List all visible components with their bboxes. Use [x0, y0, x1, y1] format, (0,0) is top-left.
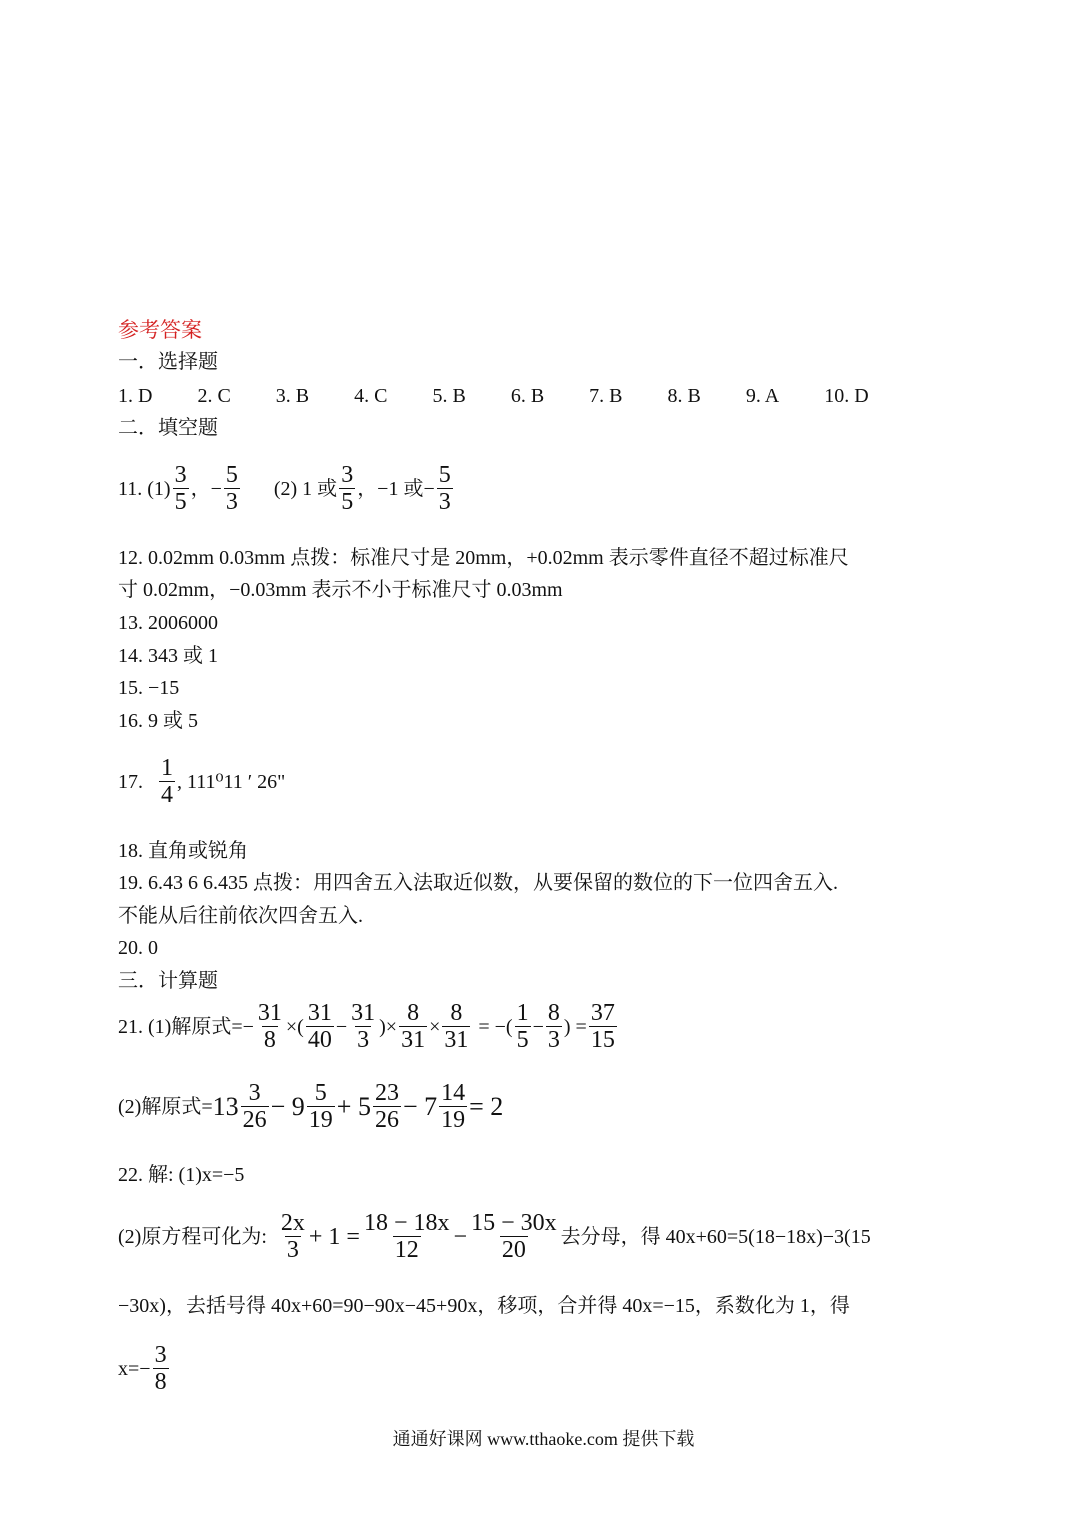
q21a-op4: × — [429, 1015, 441, 1038]
choice-answers — [118, 386, 869, 406]
q11 — [118, 462, 455, 516]
q21-part1 — [118, 1000, 619, 1054]
q21b-whole2: − 9 — [270, 1091, 305, 1121]
q22-part4 — [118, 1342, 171, 1396]
answer-3: 3. B — [275, 385, 310, 407]
q21b-label: (2)解原式= — [118, 1095, 213, 1118]
answer-1: 1. D — [118, 385, 153, 407]
q21a-op5: = −( — [478, 1015, 513, 1038]
q11-frac2: $\frac{5}{3}$ — [225, 462, 238, 516]
q22b-op2: − — [453, 1223, 468, 1250]
answer-2: 2. C — [197, 385, 231, 407]
q11-sep2: ，−1 或− — [357, 477, 435, 500]
q17 — [118, 755, 285, 809]
answer-9: 9. A — [745, 385, 780, 407]
q21b-whole1: 13 — [212, 1091, 239, 1121]
q11-label: 11. (1) — [118, 477, 171, 500]
q22b-label: (2)原方程可化为: — [118, 1225, 267, 1248]
q21a-frac-a: $\frac{31}{8}$ — [257, 1000, 282, 1054]
q11-sep1: ，− — [190, 477, 222, 500]
answer-5: 5. B — [432, 385, 466, 407]
q15: 15. −15 — [118, 677, 180, 699]
q21-part2 — [118, 1080, 503, 1134]
q21a-op7: ) = — [563, 1015, 587, 1038]
q21a-label: 21. (1)解原式=− — [118, 1015, 254, 1038]
q21b-frac-a: $\frac{3}{26}$ — [242, 1080, 267, 1134]
section-choice: 一．选择题 — [118, 351, 218, 373]
q21b-whole4: − 7 — [402, 1091, 438, 1121]
answer-title: 参考答案 — [118, 318, 202, 342]
answer-10: 10. D — [824, 385, 869, 407]
q14: 14. 343 或 1 — [118, 645, 218, 667]
q22-part1: 22. 解: (1)x=−5 — [118, 1164, 245, 1186]
q11-frac3: $\frac{3}{5}$ — [341, 462, 354, 516]
q21a-op6: − — [532, 1015, 544, 1038]
q21a-frac-e: $\frac{8}{31}$ — [444, 1000, 469, 1054]
q16: 16. 9 或 5 — [118, 710, 198, 732]
q21a-op2: − — [335, 1015, 348, 1038]
answer-6: 6. B — [510, 385, 545, 407]
q17-frac: $\frac{1}{4}$ — [161, 755, 173, 809]
q21a-frac-h: $\frac{37}{15}$ — [590, 1000, 615, 1054]
q21a-op3: )× — [379, 1015, 398, 1038]
q17-rest: , 111⁰11 ′ 26" — [177, 770, 286, 793]
q21a-frac-g: $\frac{8}{3}$ — [547, 1000, 560, 1054]
q22-part2 — [118, 1210, 871, 1264]
q21b-frac-d: $\frac{14}{19}$ — [441, 1080, 466, 1134]
q13: 13. 2006000 — [118, 612, 218, 634]
q21a-frac-d: $\frac{8}{31}$ — [401, 1000, 426, 1054]
q11-part2: (2) 1 或 — [273, 477, 338, 500]
q22-part3: −30x)，去括号得 40x+60=90−90x−45+90x，移项，合并得 40x=−15，系数化为 1，得 — [118, 1295, 850, 1317]
q19-line2: 不能从后往前依次四舍五入. — [118, 905, 363, 927]
q17-label: 17. — [118, 770, 143, 793]
q22b-frac-a: $\frac{2x}{3}$ — [280, 1210, 305, 1264]
q11-frac4: $\frac{5}{3}$ — [438, 462, 451, 516]
q22d-frac: $\frac{3}{8}$ — [154, 1342, 167, 1396]
q22b-frac-b: $\frac{18 - 18x}{12}$ — [363, 1210, 450, 1264]
section-calc: 三．计算题 — [118, 970, 218, 992]
q21b-frac-b: $\frac{5}{19}$ — [308, 1080, 333, 1134]
q21a-op1: ×( — [285, 1015, 304, 1038]
q22d-label: x=− — [118, 1357, 151, 1380]
q18: 18. 直角或锐角 — [118, 840, 248, 862]
q21b-whole3: + 5 — [336, 1091, 371, 1121]
q22b-rest: 去分母，得 40x+60=5(18−18x)−3(15 — [560, 1225, 871, 1248]
q21b-result: = 2 — [469, 1091, 504, 1121]
q21a-frac-b: $\frac{31}{40}$ — [307, 1000, 332, 1054]
page-footer: 通通好课网 www.tthaoke.com 提供下载 — [392, 1429, 695, 1449]
q19-line1: 19. 6.43 6 6.435 点拨：用四舍五入法取近似数，从要保留的数位的下一位四舍五入. — [118, 872, 838, 894]
answer-4: 4. C — [354, 385, 388, 407]
q22b-frac-c: $\frac{15 - 30x}{20}$ — [471, 1210, 557, 1264]
q21a-frac-f: $\frac{1}{5}$ — [516, 1000, 529, 1054]
answer-8: 8. B — [667, 385, 701, 407]
q20: 20. 0 — [118, 937, 158, 959]
q12-line1: 12. 0.02mm 0.03mm 点拨：标准尺寸是 20mm，+0.02mm 表示零件直径不超过标准尺 — [118, 547, 849, 569]
answer-7: 7. B — [589, 385, 623, 407]
q21b-frac-c: $\frac{23}{26}$ — [374, 1080, 399, 1134]
q21a-frac-c: $\frac{31}{3}$ — [351, 1000, 376, 1054]
q11-frac1: $\frac{3}{5}$ — [174, 462, 187, 516]
q22b-op1: + 1 = — [308, 1223, 360, 1250]
section-fill: 二．填空题 — [118, 417, 218, 439]
q12-line2: 寸 0.02mm，−0.03mm 表示不小于标准尺寸 0.03mm — [118, 579, 563, 601]
